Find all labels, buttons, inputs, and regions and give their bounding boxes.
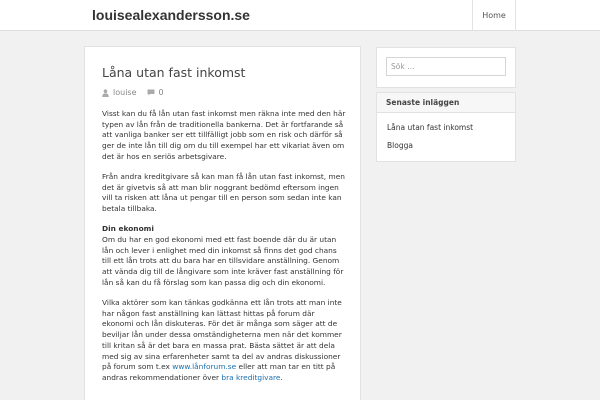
widget-title: Senaste inläggen bbox=[377, 93, 515, 113]
recent-posts-widget bbox=[376, 92, 516, 162]
post-content bbox=[102, 109, 347, 393]
search-widget bbox=[376, 47, 516, 88]
paragraph: Visst kan du få lån utan fast inkomst men räkna inte med den här typen av lån från de traditionella bankerna. Det är fortfarande så att vanliga banker ser ett tillfälligt jobb som en risk och därför så ger de inte lån till dig om du till exempel har ett vikariat även om det är hos en seriös arbetsgivare. bbox=[102, 109, 346, 161]
paragraph-text: Om du har en god ekonomi med ett fast boende där du är utan lån och lever i enlighet med din inkomst så finns det god chans till ett lån trots att du bara har en tillsvidare anställning. Genom att vända dig till de långivare som inte kräver fast anställning för lån så kan du få förslag som kan passa dig och din ekonomi. bbox=[102, 235, 344, 287]
nav-home-link[interactable]: Home bbox=[472, 0, 516, 31]
site-title[interactable]: louisealexandersson.se bbox=[92, 7, 250, 23]
comment-icon bbox=[147, 89, 155, 96]
recent-post-link[interactable]: Låna utan fast inkomst bbox=[387, 123, 474, 132]
recent-post-link[interactable]: Blogga bbox=[387, 141, 413, 150]
paragraph-text: Vilka aktörer som kan tänkas godkänna ett lån trots att man inte har någon fast anställning kan lättast hittas på forum där ekonomi och lån diskuteras. För det är många som säger att de beviljar lån under dessa omständigheterna men när det kommer till kritan så är det bara en massa prat. Bästa sättet är att dela med sig av sina erfarenheter samt ta del av andras diskussioner på forum som t.ex bbox=[102, 298, 342, 372]
comment-count[interactable]: 0 bbox=[158, 88, 164, 97]
search-input[interactable] bbox=[386, 57, 506, 76]
bra-kreditgivare-link[interactable]: bra kreditgivare bbox=[221, 372, 281, 382]
paragraph-text: eller att man tar en titt på andras rekommendationer över bbox=[102, 362, 336, 382]
paragraph bbox=[102, 224, 347, 288]
site-header bbox=[0, 0, 600, 31]
user-icon bbox=[102, 89, 109, 97]
section-heading: Din ekonomi bbox=[102, 224, 154, 234]
post-meta bbox=[102, 88, 164, 97]
post-title[interactable]: Låna utan fast inkomst bbox=[102, 65, 246, 80]
paragraph: Från andra kreditgivare så kan man få lån utan fast inkomst, men det är givetvis så att man blir noggrant bedömd eftersom ingen vill ta risken att låna ut pengar till en person som sedan inte kan betala tillbaka. bbox=[102, 172, 345, 214]
post-author[interactable]: louise bbox=[113, 88, 137, 97]
lanforum-link[interactable]: www.lånforum.se bbox=[172, 362, 237, 372]
recent-posts-list bbox=[377, 113, 515, 150]
paragraph-text: . bbox=[280, 372, 283, 382]
paragraph bbox=[102, 298, 347, 384]
post-article bbox=[84, 46, 361, 400]
